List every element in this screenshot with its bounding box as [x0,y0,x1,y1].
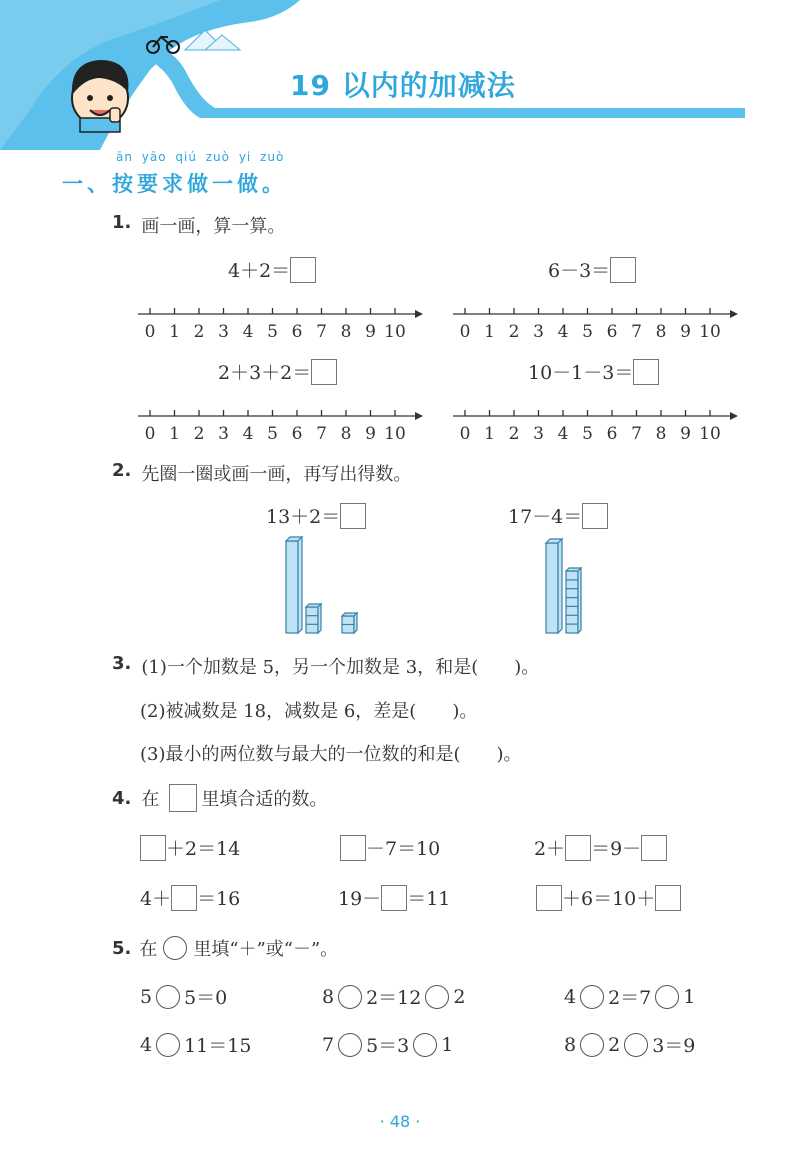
tick-label: 5 [267,424,278,444]
equation-text: 8 [564,1033,577,1056]
tick-label: 1 [169,322,180,342]
section-title: 一、按要求做一做。 [62,172,287,196]
tick-label: 10 [699,322,721,342]
equation-text: 2＋ [534,838,566,860]
tick-label: 7 [316,322,327,342]
unit-cubes-3 [306,604,321,633]
tick-label: 0 [459,424,471,444]
tick-label: 7 [316,424,327,444]
equation-text: 5 [140,985,153,1008]
tick-label: 10 [699,424,721,444]
tick-label: 0 [144,322,156,342]
answer-box[interactable] [536,885,562,911]
answer-box[interactable] [582,503,608,529]
equation-text: 4＋ [140,888,172,910]
tick-label: 4 [242,322,254,342]
equation-text: 8 [322,985,335,1008]
boy-mascot-icon [72,60,129,132]
q4-row2-item1 [140,884,240,911]
equation-text: －7＝10 [366,838,441,860]
question-number: 2. [112,460,132,481]
q1-equation-1 [228,256,316,283]
answer-box[interactable] [311,359,337,385]
question-number: 4. [112,787,132,809]
q2-equation-1 [266,502,366,529]
section-pinyin: ān yāo qiú zuò yi zuò [116,150,285,164]
q5-row1-item1 [140,983,227,1010]
tick-label: 7 [631,424,642,444]
q5-row2-item3 [564,1031,695,1058]
equation-text: ＝11 [407,888,451,910]
equation-text: 3＝9 [652,1035,696,1057]
operator-circle[interactable] [580,985,604,1009]
q4-row1-item2 [340,834,440,861]
question-number: 5. [112,937,132,959]
question-2-header [112,460,411,486]
q1-equation-3 [218,358,337,385]
answer-box[interactable] [610,257,636,283]
answer-box[interactable] [565,835,591,861]
equation-text: 4＋2＝ [228,260,291,282]
question-number: 3. [112,653,132,674]
tick-label: 3 [533,424,544,444]
q4-row1-item1 [140,834,240,861]
number-line[interactable] [450,402,740,447]
tick-label: 1 [484,322,495,342]
tick-label: 9 [365,424,376,444]
number-line[interactable] [450,300,740,345]
q5-row1-item3 [564,983,695,1010]
equation-text: 7 [322,1033,335,1056]
q1-equation-4 [528,358,659,385]
equation-text: 13＋2＝ [266,506,341,528]
q4-row1-item3 [534,834,667,861]
page-title: 19 以内的加减法 [290,69,516,102]
tick-label: 8 [340,322,352,342]
equation-text: ＝16 [197,888,241,910]
number-line[interactable] [135,300,425,345]
tick-label: 9 [365,322,376,342]
equation-text: 2＝12 [366,987,422,1009]
question-3-item-3: (3)最小的两位数与最大的一位数的和是( )。 [140,744,522,765]
q5-row1-item2 [322,983,465,1010]
question-number: 1. [112,212,132,233]
answer-box[interactable] [633,359,659,385]
equation-text: 5＝3 [366,1035,410,1057]
question-3-item-2: (2)被减数是 18，减数是 6，差是( )。 [140,701,478,722]
tick-label: 9 [680,424,691,444]
equation-text: 2＋3＋2＝ [218,362,312,384]
equation-text: 1 [683,985,696,1008]
question-text: (1)一个加数是 5，另一个加数是 3，和是( )。 [141,657,540,678]
tick-label: 1 [169,424,180,444]
q4-row2-item3 [536,884,681,911]
unit-cubes-2 [342,613,357,633]
q5-row2-item1 [140,1031,251,1058]
operator-circle[interactable] [156,985,180,1009]
box-icon [169,784,197,812]
tick-label: 7 [631,322,642,342]
tick-label: 2 [193,322,205,342]
q1-equation-2 [548,256,636,283]
q2-equation-2 [508,502,608,529]
tick-label: 8 [655,322,667,342]
tick-label: 6 [606,424,618,444]
tick-label: 3 [533,322,544,342]
ten-rod [286,537,302,633]
page-number: · 48 · [379,1112,421,1131]
equation-text: 11＝15 [184,1035,252,1057]
tick-label: 4 [557,322,569,342]
equation-text: 4 [564,985,577,1008]
equation-text: 2 [608,1033,621,1056]
q4-row2-item2 [338,884,450,911]
tick-label: 6 [291,424,303,444]
operator-circle[interactable] [338,1033,362,1057]
operator-circle[interactable] [413,1033,437,1057]
equation-text: 5＝0 [184,987,228,1009]
operator-circle[interactable] [425,985,449,1009]
tick-label: 3 [218,424,229,444]
tick-label: 4 [242,424,254,444]
answer-box[interactable] [340,835,366,861]
tick-label: 2 [193,424,205,444]
equation-text: 4 [140,1033,153,1056]
question-text: 画一画，算一算。 [141,216,286,237]
question-4-header [112,784,327,812]
equation-text: 17－4＝ [508,506,583,528]
tick-label: 5 [582,322,593,342]
operator-circle[interactable] [156,1033,180,1057]
tick-label: 8 [340,424,352,444]
answer-box[interactable] [171,885,197,911]
q5-row2-item2 [322,1031,453,1058]
equation-text: 2 [453,985,466,1008]
question-text: 在 [139,939,158,960]
circle-icon [163,936,187,960]
tick-label: 6 [606,322,618,342]
operator-circle[interactable] [338,985,362,1009]
operator-circle[interactable] [580,1033,604,1057]
question-text: 先圈一圈或画一画，再写出得数。 [141,464,412,485]
tick-label: 8 [655,424,667,444]
equation-text: 19－ [338,888,382,910]
tick-label: 10 [384,424,406,444]
equation-text: ＋2＝14 [166,838,241,860]
answer-box[interactable] [340,503,366,529]
equation-text: 10－1－3＝ [528,362,634,384]
tick-label: 2 [508,424,520,444]
equation-text: 6－3＝ [548,260,611,282]
equation-text: ＝9－ [591,838,642,860]
tick-label: 2 [508,322,520,342]
tick-label: 5 [582,424,593,444]
tick-label: 9 [680,322,691,342]
tick-label: 3 [218,322,229,342]
unit-cubes-7 [566,568,581,633]
base-ten-blocks-13 [280,535,370,640]
tick-label: 10 [384,322,406,342]
question-3-item-1 [112,653,539,679]
tick-label: 5 [267,322,278,342]
answer-box[interactable] [140,835,166,861]
equation-text: 1 [441,1033,454,1056]
tick-label: 0 [459,322,471,342]
question-text: 里填合适的数。 [201,789,328,810]
operator-circle[interactable] [624,1033,648,1057]
answer-box[interactable] [381,885,407,911]
tick-label: 6 [291,322,303,342]
question-text: 在 [141,789,160,810]
tick-label: 4 [557,424,569,444]
equation-text: ＋6＝10＋ [562,888,656,910]
ten-rod [546,539,562,633]
question-1-header [112,212,285,238]
question-5-header [112,935,338,961]
operator-circle[interactable] [655,985,679,1009]
tick-label: 0 [144,424,156,444]
number-line[interactable] [135,402,425,447]
base-ten-blocks-17 [540,535,600,640]
answer-box[interactable] [641,835,667,861]
equation-text: 2＝7 [608,987,652,1009]
answer-box[interactable] [655,885,681,911]
answer-box[interactable] [290,257,316,283]
tick-label: 1 [484,424,495,444]
question-text: 里填“＋”或“－”。 [193,939,339,960]
